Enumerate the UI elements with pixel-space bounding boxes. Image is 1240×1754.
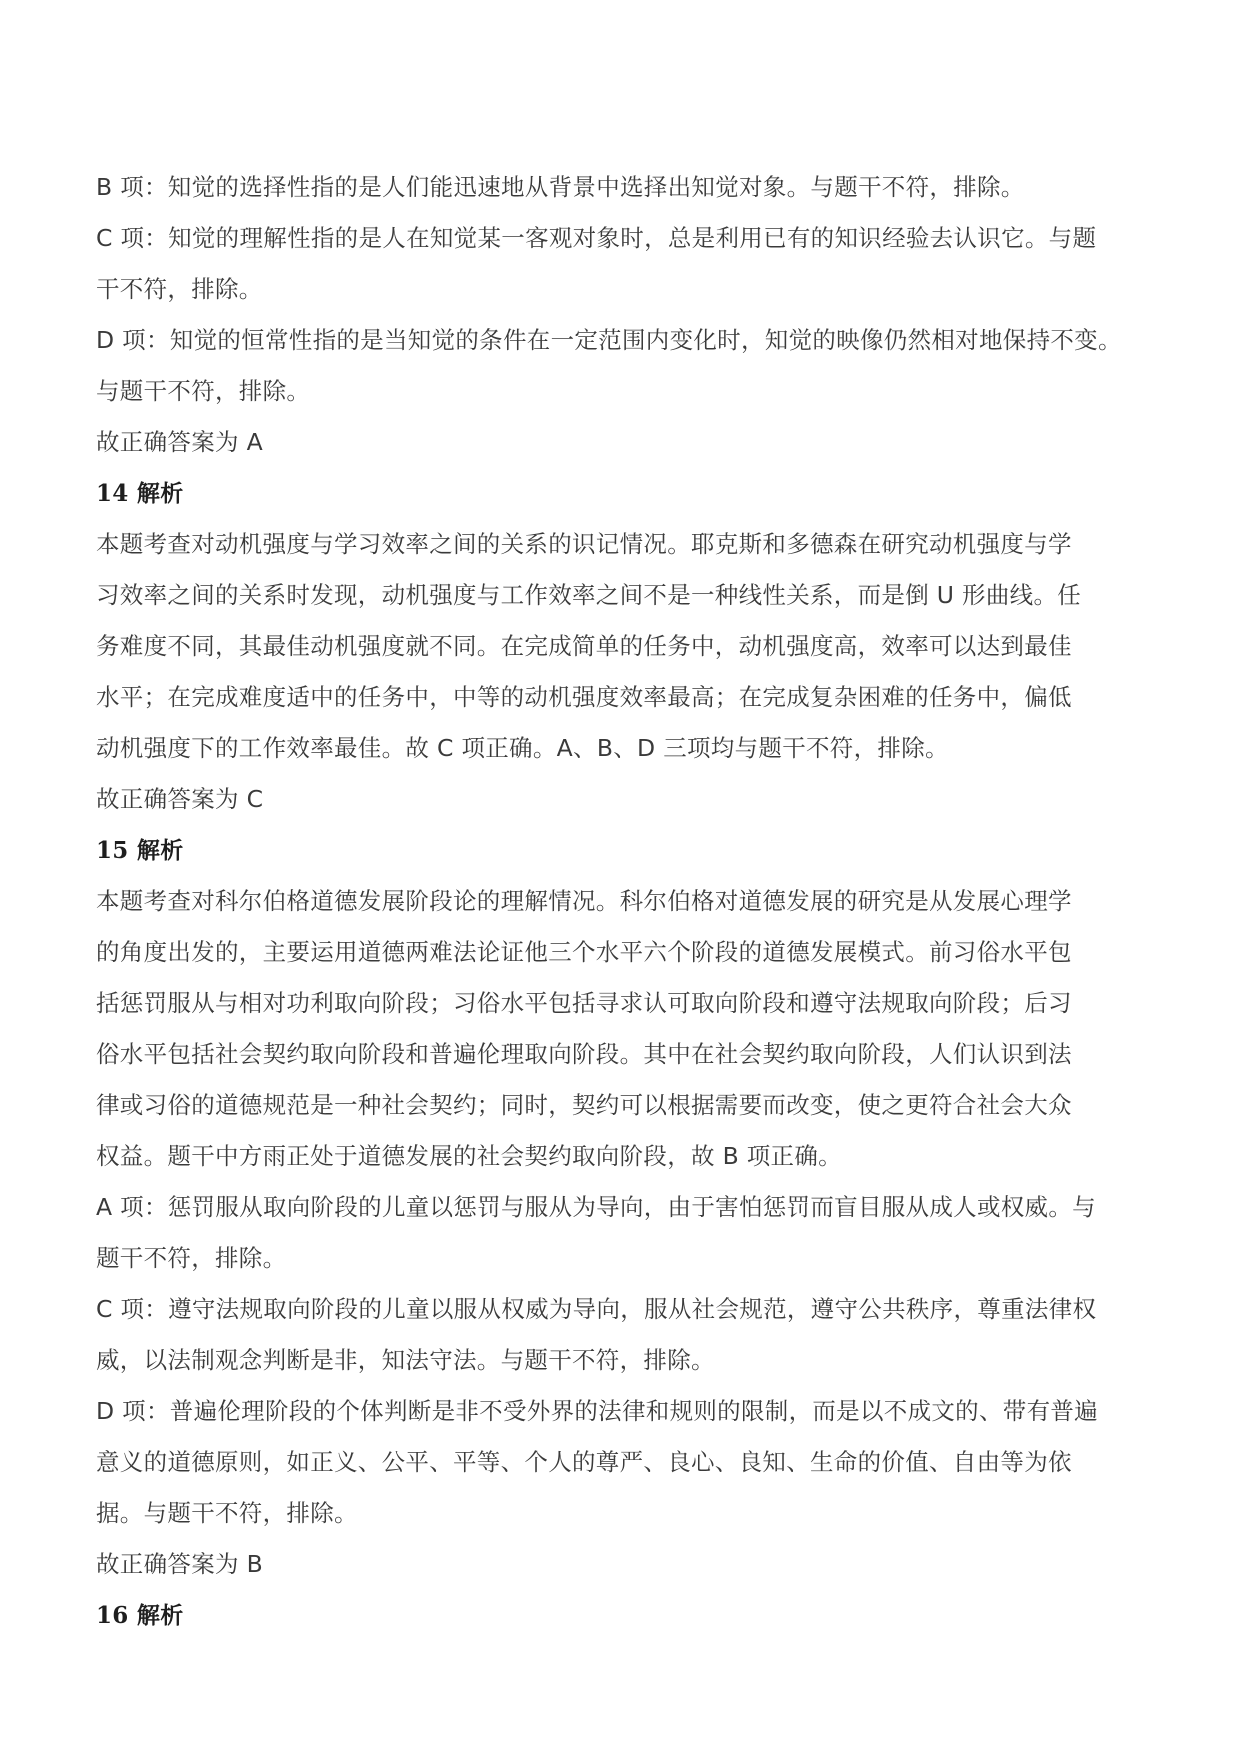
explanation-paragraph [96,1284,1176,1386]
text-line: 动机强度下的工作效率最佳。故 C 项正确。A、B、D 三项均与题干不符，排除。 [96,734,949,762]
section-heading: 16 解析 [96,1602,184,1629]
explanation-paragraph [96,1182,1176,1284]
text-line: 务难度不同，其最佳动机强度就不同。在完成简单的任务中，动机强度高，效率可以达到最佳 [96,632,1072,660]
section-heading: 15 解析 [96,837,184,864]
text-line: 故正确答案为 A [96,428,263,456]
text-line: 括惩罚服从与相对功利取向阶段；习俗水平包括寻求认可取向阶段和遵守法规取向阶段；后习 [96,989,1072,1017]
text-line: B 项：知觉的选择性指的是人们能迅速地从背景中选择出知觉对象。与题干不符，排除。 [96,173,1025,201]
text-line: D 项：知觉的恒常性指的是当知觉的条件在一定范围内变化时，知觉的映像仍然相对地保持不变。 [96,326,1122,354]
text-line: C 项：遵守法规取向阶段的儿童以服从权威为导向，服从社会规范，遵守公共秩序，尊重法律权 [96,1295,1097,1323]
explanation-paragraph [96,213,1176,315]
text-line: 据。与题干不符，排除。 [96,1499,358,1527]
text-line: 权益。题干中方雨正处于道德发展的社会契约取向阶段，故 B 项正确。 [96,1142,842,1170]
explanation-paragraph [96,1386,1176,1539]
text-line: D 项：普遍伦理阶段的个体判断是非不受外界的法律和规则的限制，而是以不成文的、带有普遍 [96,1397,1098,1425]
explanation-paragraph [96,315,1176,417]
text-line: 威，以法制观念判断是非，知法守法。与题干不符，排除。 [96,1346,715,1374]
text-line: 的角度出发的，主要运用道德两难法论证他三个水平六个阶段的道德发展模式。前习俗水平包 [96,938,1072,966]
text-line: 俗水平包括社会契约取向阶段和普遍伦理取向阶段。其中在社会契约取向阶段，人们认识到法 [96,1040,1072,1068]
text-line: 水平；在完成难度适中的任务中，中等的动机强度效率最高；在完成复杂困难的任务中，偏低 [96,683,1072,711]
explanation-paragraph [96,519,1176,774]
answer-line [96,417,1176,468]
answer-line [96,1539,1176,1590]
text-line: 本题考查对动机强度与学习效率之间的关系的识记情况。耶克斯和多德森在研究动机强度与学 [96,530,1072,558]
text-line: 干不符，排除。 [96,275,263,303]
text-line: 故正确答案为 B [96,1550,263,1578]
text-line: 与题干不符，排除。 [96,377,311,405]
text-line: 习效率之间的关系时发现，动机强度与工作效率之间不是一种线性关系，而是倒 U 形曲线。任 [96,581,1082,609]
text-line: A 项：惩罚服从取向阶段的儿童以惩罚与服从为导向，由于害怕惩罚而盲目服从成人或权威。与 [96,1193,1096,1221]
text-line: 故正确答案为 C [96,785,264,813]
answer-line [96,774,1176,825]
section-heading: 14 解析 [96,480,184,507]
text-line: 本题考查对科尔伯格道德发展阶段论的理解情况。科尔伯格对道德发展的研究是从发展心理学 [96,887,1072,915]
text-line: C 项：知觉的理解性指的是人在知觉某一客观对象时，总是利用已有的知识经验去认识它。与题 [96,224,1097,252]
explanation-paragraph [96,876,1176,1182]
explanation-paragraph [96,162,1176,213]
text-line: 律或习俗的道德规范是一种社会契约；同时，契约可以根据需要而改变，使之更符合社会大众 [96,1091,1072,1119]
document-body [96,162,1176,1641]
text-line: 意义的道德原则，如正义、公平、平等、个人的尊严、良心、良知、生命的价值、自由等为依 [96,1448,1072,1476]
text-line: 题干不符，排除。 [96,1244,287,1272]
